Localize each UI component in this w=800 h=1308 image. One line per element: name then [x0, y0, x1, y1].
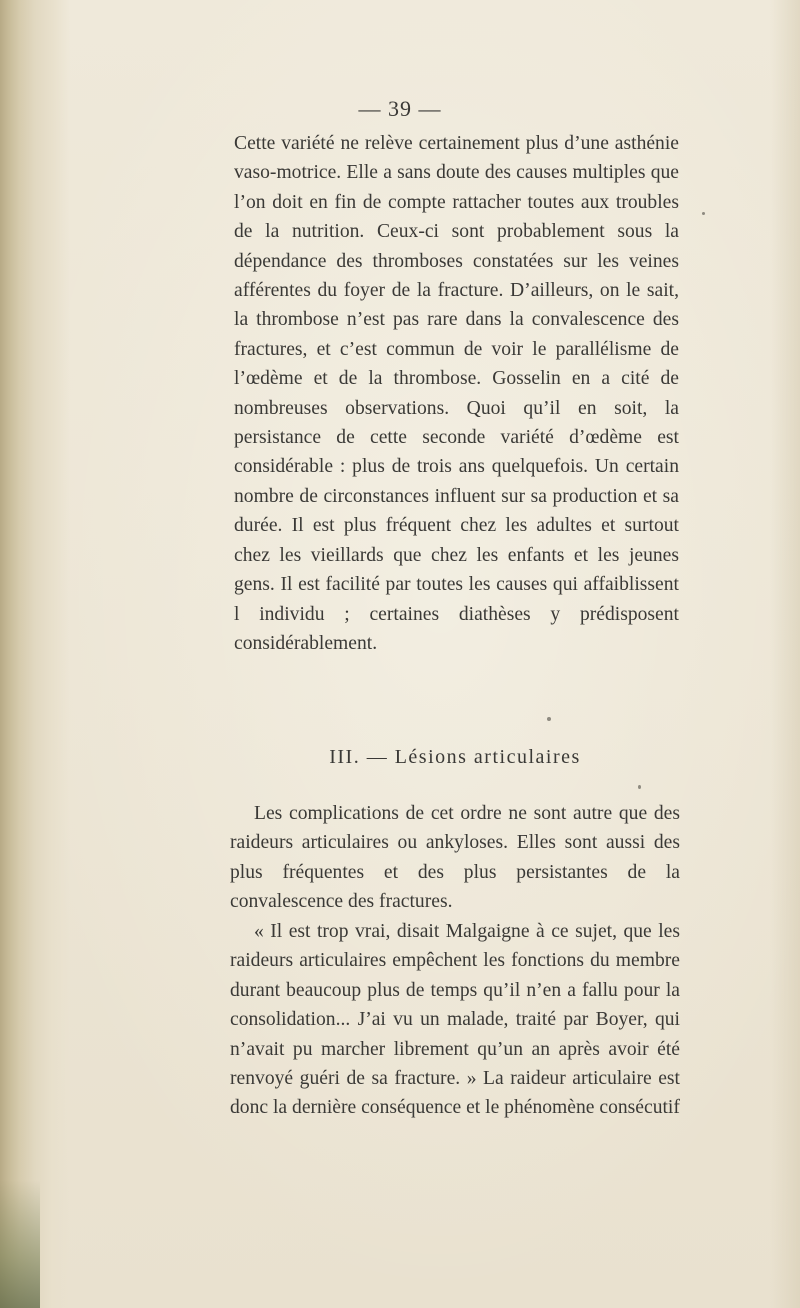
section-heading — [230, 746, 680, 769]
page-edge-shadow — [770, 0, 800, 1308]
ink-speck — [638, 785, 641, 789]
paragraph-joint-complications: Les complications de cet ordre ne sont autre que des raideurs articulaires ou ankyloses. Elles sont aussi des plus fréquentes et des plus persistantes de la convalescence des fractures. — [230, 803, 680, 913]
ink-speck — [702, 212, 705, 215]
section-title: Lésions articulaires — [394, 746, 581, 768]
section-number: III. — — [329, 746, 389, 768]
binding-stain — [0, 1180, 40, 1308]
paragraph-malgaigne-quote: « Il est trop vrai, disait Malgaigne à ce sujet, que les raideurs articulaires empêchent les fonctions du membre durant beaucoup plus de temps qu’il n’en a fallu pour la consolidation... J’ai vu un malade, traité par Boyer, qui n’avait pu marcher librement qu’un an après avoir été renvoyé guéri de sa fracture. » La raideur articulaire est donc la dernière conséquence et le phénomène consécutif — [230, 921, 680, 1119]
page-number: — 39 — — [358, 96, 442, 121]
binding-gutter-shadow — [0, 0, 70, 1308]
ink-speck — [547, 717, 551, 721]
paragraph-edema-variety: Cette variété ne relève certainement plus d’une asthénie vaso-motrice. Elle a sans doute des causes multiples que l’on doit en fin de compte rattacher toutes aux troubles de la nutrition. Ceux-ci sont probablement sous la dépendance des thromboses constatées sur les veines afférentes du foyer de la fracture. D’ailleurs, on le sait, la thrombose n’est pas rare dans la convalescence des fractures, et c’est commun de voir le parallélisme de l’œdème et de la thrombose. Gosselin en a cité de nombreuses observations. Quoi qu’il en soit, la persistance de cette seconde variété d’œdème est considérable : plus de trois ans quelquefois. Un certain nombre de circonstances influent sur sa production et sa durée. Il est plus fréquent chez les adultes et surtout chez les vieillards que chez les enfants et les jeunes gens. Il est facilité par toutes les causes qui affaiblissent l individu ; certaines diathèses y prédisposent considérablement. — [234, 133, 679, 654]
